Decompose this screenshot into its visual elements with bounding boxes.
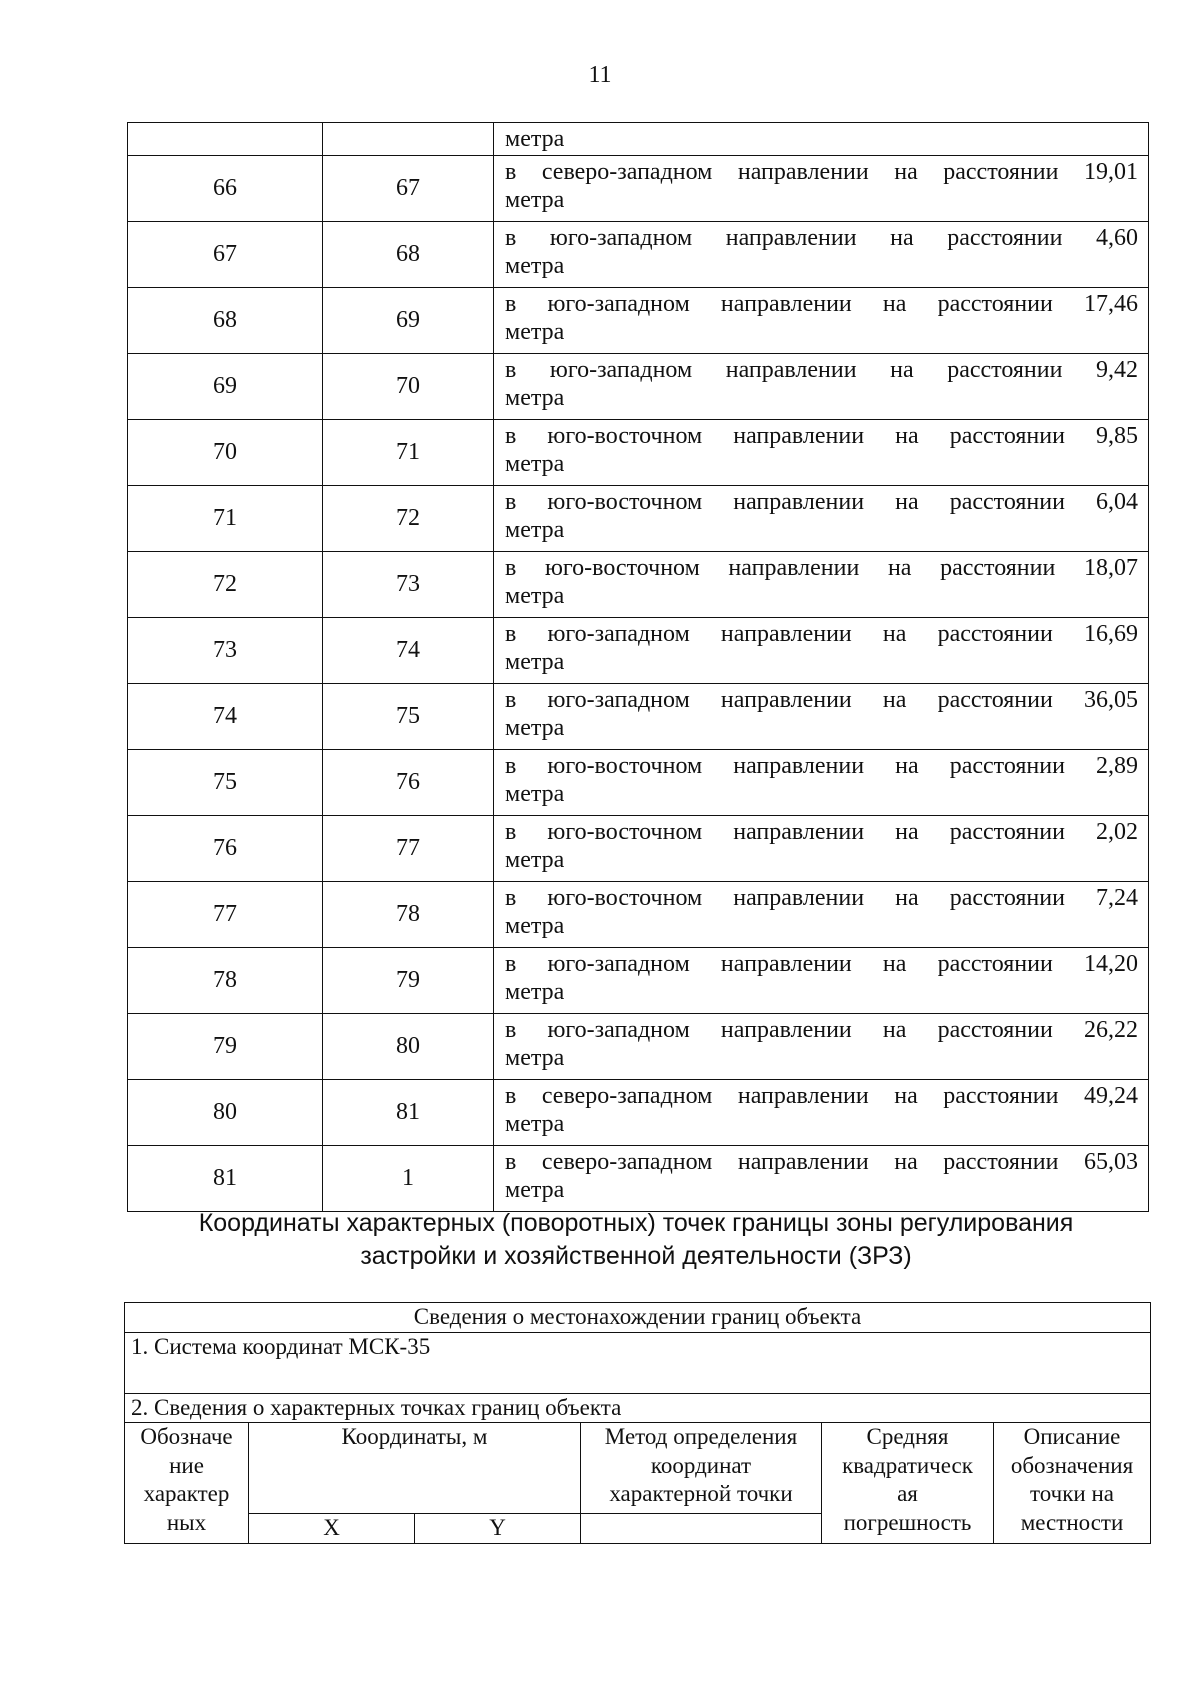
description-line-1: в северо-западном направлении на расстоянии 65,03 xyxy=(505,1149,1138,1175)
table-row xyxy=(128,156,1149,222)
header-line: характер xyxy=(143,1481,230,1507)
table-row xyxy=(128,420,1149,486)
section-heading-line-2: застройки и хозяйственной деятельности (ЗРЗ) xyxy=(360,1241,912,1270)
header-line: точки на xyxy=(1030,1481,1114,1507)
point-from: 70 xyxy=(128,420,323,486)
col-coords-header: Координаты, м xyxy=(249,1423,581,1514)
col-x-header: X xyxy=(249,1514,415,1544)
segment-description xyxy=(494,354,1149,420)
description-line-1: в юго-западном направлении на расстоянии 36,05 xyxy=(505,687,1138,713)
description-line-1: в юго-западном направлении на расстоянии 26,22 xyxy=(505,1017,1138,1043)
description-line-2: метра xyxy=(505,187,565,214)
segment-description xyxy=(494,750,1149,816)
point-from: 67 xyxy=(128,222,323,288)
description-line-1: в юго-западном направлении на расстоянии 14,20 xyxy=(505,951,1138,977)
point-to: 73 xyxy=(323,552,494,618)
header-line: обозначения xyxy=(1010,1452,1134,1478)
point-from: 80 xyxy=(128,1080,323,1146)
header-line: Метод определения xyxy=(604,1424,798,1450)
point-from: 73 xyxy=(128,618,323,684)
segment-description xyxy=(494,156,1149,222)
coord-system: 1. Система координат МСК-35 xyxy=(125,1332,1151,1393)
empty-cell xyxy=(581,1514,822,1544)
point-from: 71 xyxy=(128,486,323,552)
header-line: Средняя xyxy=(866,1424,949,1450)
point-from: 75 xyxy=(128,750,323,816)
point-to: 76 xyxy=(323,750,494,816)
points-heading: 2. Сведения о характерных точках границ объекта xyxy=(125,1393,1151,1423)
point-to: 80 xyxy=(323,1014,494,1080)
page-number: 11 xyxy=(588,62,612,88)
description-line-1: в северо-западном направлении на расстоянии 19,01 xyxy=(505,159,1138,185)
col-y-header: Y xyxy=(415,1514,581,1544)
header-line: ных xyxy=(166,1509,207,1535)
section-heading xyxy=(0,1207,1200,1272)
segment-description xyxy=(494,486,1149,552)
col-rmse-header xyxy=(822,1423,994,1544)
segment-description xyxy=(494,618,1149,684)
description-line-1: в юго-западном направлении на расстоянии 9,42 xyxy=(505,357,1138,383)
description-line-2: метра xyxy=(505,385,565,412)
table-row xyxy=(128,1146,1149,1212)
table-row xyxy=(128,882,1149,948)
table-row xyxy=(128,552,1149,618)
description-line-1: в юго-восточном направлении на расстоянии 18,07 xyxy=(505,555,1138,581)
point-to: 69 xyxy=(323,288,494,354)
col-method-header xyxy=(581,1423,822,1514)
point-to: 79 xyxy=(323,948,494,1014)
description-line-2: метра xyxy=(505,781,565,808)
description-line-1: в юго-восточном направлении на расстоянии 9,85 xyxy=(505,423,1138,449)
table-row xyxy=(128,1080,1149,1146)
description-line-2: метра xyxy=(505,583,565,610)
point-from: 78 xyxy=(128,948,323,1014)
col-designation-header xyxy=(125,1423,249,1544)
object-boundaries-table xyxy=(124,1302,1151,1544)
description-line-2: метра xyxy=(505,1177,565,1204)
point-from: 81 xyxy=(128,1146,323,1212)
segment-description xyxy=(494,684,1149,750)
description-line-2: метра xyxy=(505,253,565,280)
table-row xyxy=(128,684,1149,750)
header-line: ние xyxy=(169,1452,204,1478)
header-line: Обозначе xyxy=(140,1424,233,1450)
point-to: 72 xyxy=(323,486,494,552)
point-from: 69 xyxy=(128,354,323,420)
description-line-1: в северо-западном направлении на расстоянии 49,24 xyxy=(505,1083,1138,1109)
description-line-1: в юго-восточном направлении на расстоянии 7,24 xyxy=(505,885,1138,911)
description-line-1: в юго-западном направлении на расстоянии 17,46 xyxy=(505,291,1138,317)
point-to: 81 xyxy=(323,1080,494,1146)
header-line: координат xyxy=(650,1452,752,1478)
header-line: ая xyxy=(897,1481,918,1507)
section-heading-line-1: Координаты характерных (поворотных) точек границы зоны регулирования xyxy=(198,1209,1074,1237)
description-line-2: метра xyxy=(505,715,565,742)
description-line-2: метра xyxy=(505,451,565,478)
col-description-header xyxy=(994,1423,1151,1544)
continuation-text: метра xyxy=(494,123,1149,156)
point-from: 79 xyxy=(128,1014,323,1080)
point-to: 74 xyxy=(323,618,494,684)
point-to: 67 xyxy=(323,156,494,222)
segment-description xyxy=(494,288,1149,354)
segment-description xyxy=(494,948,1149,1014)
segments-table xyxy=(127,122,1149,1212)
description-line-2: метра xyxy=(505,847,565,874)
points-heading-row xyxy=(125,1393,1151,1423)
table-row xyxy=(128,750,1149,816)
table-row xyxy=(128,1014,1149,1080)
description-line-1: в юго-западном направлении на расстоянии 4,60 xyxy=(505,225,1138,251)
point-from: 74 xyxy=(128,684,323,750)
empty-cell xyxy=(128,123,323,156)
header-line: характерной точки xyxy=(609,1481,793,1507)
description-line-1: в юго-западном направлении на расстоянии 16,69 xyxy=(505,621,1138,647)
point-from: 76 xyxy=(128,816,323,882)
description-line-2: метра xyxy=(505,319,565,346)
info-table-title: Сведения о местонахождении границ объекта xyxy=(125,1303,1151,1333)
description-line-1: в юго-восточном направлении на расстоянии 2,89 xyxy=(505,753,1138,779)
table-row xyxy=(128,354,1149,420)
description-line-2: метра xyxy=(505,649,565,676)
header-line: погрешность xyxy=(843,1509,972,1535)
point-to: 1 xyxy=(323,1146,494,1212)
header-line: местности xyxy=(1020,1509,1124,1535)
segment-description xyxy=(494,420,1149,486)
table-row xyxy=(128,288,1149,354)
table-row xyxy=(128,948,1149,1014)
description-line-2: метра xyxy=(505,1045,565,1072)
continuation-row xyxy=(128,123,1149,156)
info-title-row xyxy=(125,1303,1151,1333)
segment-description xyxy=(494,816,1149,882)
point-to: 75 xyxy=(323,684,494,750)
table-row xyxy=(128,816,1149,882)
description-line-2: метра xyxy=(505,913,565,940)
coord-system-row xyxy=(125,1332,1151,1393)
table-row xyxy=(128,222,1149,288)
description-line-1: в юго-восточном направлении на расстоянии 2,02 xyxy=(505,819,1138,845)
column-header-row xyxy=(125,1423,1151,1514)
table-row xyxy=(128,486,1149,552)
segment-description xyxy=(494,1080,1149,1146)
description-line-2: метра xyxy=(505,979,565,1006)
point-from: 68 xyxy=(128,288,323,354)
segment-description xyxy=(494,1146,1149,1212)
point-to: 71 xyxy=(323,420,494,486)
point-to: 78 xyxy=(323,882,494,948)
segment-description xyxy=(494,222,1149,288)
description-line-2: метра xyxy=(505,517,565,544)
header-line: квадратическ xyxy=(842,1452,973,1478)
description-line-1: в юго-восточном направлении на расстоянии 6,04 xyxy=(505,489,1138,515)
point-from: 77 xyxy=(128,882,323,948)
point-from: 66 xyxy=(128,156,323,222)
segment-description xyxy=(494,552,1149,618)
point-to: 68 xyxy=(323,222,494,288)
point-from: 72 xyxy=(128,552,323,618)
table-row xyxy=(128,618,1149,684)
header-line: Описание xyxy=(1023,1424,1121,1450)
point-to: 77 xyxy=(323,816,494,882)
description-line-2: метра xyxy=(505,1111,565,1138)
empty-cell xyxy=(323,123,494,156)
segment-description xyxy=(494,882,1149,948)
segment-description xyxy=(494,1014,1149,1080)
point-to: 70 xyxy=(323,354,494,420)
